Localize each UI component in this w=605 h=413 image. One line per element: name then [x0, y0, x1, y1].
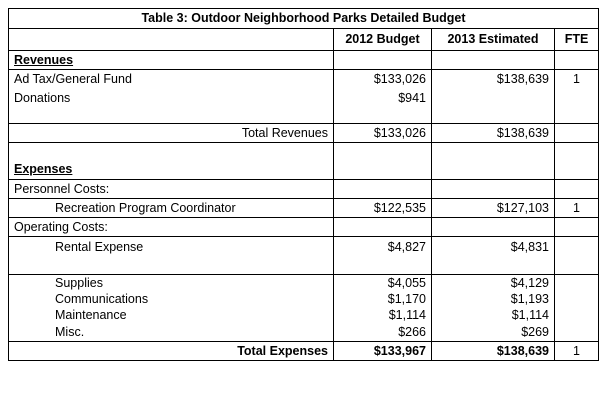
budget-2012-value: $266: [334, 323, 432, 342]
total-expenses-2013: $138,639: [432, 342, 555, 361]
personnel-heading: Personnel Costs:: [9, 180, 334, 199]
budget-2012-value: $4,055: [334, 275, 432, 292]
total-expenses-label: Total Expenses: [9, 342, 334, 361]
row-label: Supplies: [9, 275, 334, 292]
total-revenues-2012: $133,026: [334, 124, 432, 143]
total-expenses-row: [9, 342, 599, 361]
budget-table: [8, 8, 599, 361]
total-expenses-2012: $133,967: [334, 342, 432, 361]
estimated-2013-value: $1,114: [432, 307, 555, 323]
table-row: [9, 199, 599, 218]
fte-value: [555, 307, 599, 323]
empty-cell: [555, 218, 599, 237]
operating-heading: Operating Costs:: [9, 218, 334, 237]
row-label: Communications: [9, 291, 334, 307]
estimated-2013-value: $4,831: [432, 237, 555, 275]
fte-value: [555, 323, 599, 342]
table-title: Table 3: Outdoor Neighborhood Parks Detailed Budget: [9, 9, 599, 29]
empty-cell: [432, 218, 555, 237]
table-title-row: [9, 9, 599, 29]
table-row: [9, 323, 599, 342]
total-revenues-label: Total Revenues: [9, 124, 334, 143]
header-2013-estimated: 2013 Estimated: [432, 29, 555, 51]
row-label: Recreation Program Coordinator: [9, 199, 334, 218]
empty-cell: [432, 51, 555, 70]
budget-2012-value: $122,535: [334, 199, 432, 218]
row-label: Donations: [9, 88, 334, 124]
estimated-2013-value: $4,129: [432, 275, 555, 292]
table-row: [9, 307, 599, 323]
header-fte: FTE: [555, 29, 599, 51]
estimated-2013-value: $138,639: [432, 70, 555, 89]
revenues-heading: Revenues: [9, 51, 334, 70]
table-row: [9, 291, 599, 307]
row-label: Misc.: [9, 323, 334, 342]
empty-cell: [334, 143, 432, 180]
fte-value: [555, 291, 599, 307]
fte-value: 1: [555, 70, 599, 89]
table-row: [9, 88, 599, 124]
budget-2012-value: $1,170: [334, 291, 432, 307]
empty-cell: [555, 143, 599, 180]
table-row: [9, 275, 599, 292]
table-row: [9, 237, 599, 275]
budget-2012-value: $4,827: [334, 237, 432, 275]
empty-cell: [555, 51, 599, 70]
budget-2012-value: $133,026: [334, 70, 432, 89]
empty-cell: [334, 180, 432, 199]
revenues-heading-row: [9, 51, 599, 70]
row-label: Rental Expense: [9, 237, 334, 275]
total-revenues-row: [9, 124, 599, 143]
fte-value: [555, 237, 599, 275]
total-expenses-fte: 1: [555, 342, 599, 361]
empty-cell: [334, 51, 432, 70]
fte-value: [555, 88, 599, 124]
estimated-2013-value: $127,103: [432, 199, 555, 218]
budget-2012-value: $1,114: [334, 307, 432, 323]
header-label-cell: [9, 29, 334, 51]
total-revenues-fte: [555, 124, 599, 143]
empty-cell: [334, 218, 432, 237]
operating-heading-row: [9, 218, 599, 237]
budget-2012-value: $941: [334, 88, 432, 124]
row-label: Maintenance: [9, 307, 334, 323]
empty-cell: [432, 180, 555, 199]
total-revenues-2013: $138,639: [432, 124, 555, 143]
row-label: Ad Tax/General Fund: [9, 70, 334, 89]
fte-value: [555, 275, 599, 292]
estimated-2013-value: [432, 88, 555, 124]
table-row: [9, 70, 599, 89]
header-row: [9, 29, 599, 51]
estimated-2013-value: $1,193: [432, 291, 555, 307]
fte-value: 1: [555, 199, 599, 218]
expenses-heading-row: [9, 143, 599, 180]
empty-cell: [432, 143, 555, 180]
personnel-heading-row: [9, 180, 599, 199]
empty-cell: [555, 180, 599, 199]
estimated-2013-value: $269: [432, 323, 555, 342]
expenses-heading: Expenses: [9, 143, 334, 180]
header-2012-budget: 2012 Budget: [334, 29, 432, 51]
